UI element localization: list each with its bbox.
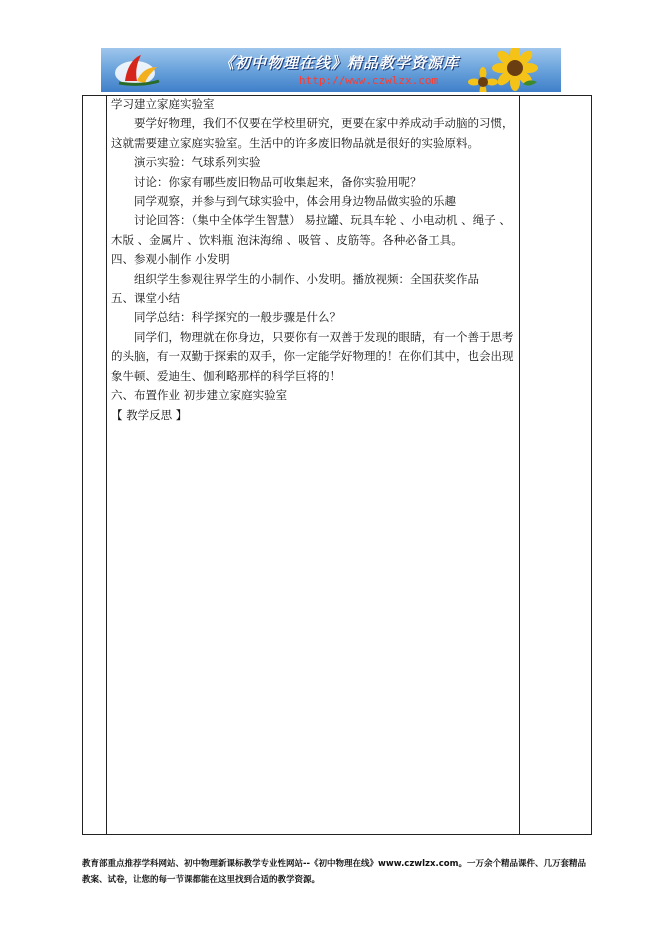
header-banner <box>101 48 561 92</box>
paragraph: 同学观察，并参与到气球实验中，体会用身边物品做实验的乐趣 <box>134 194 456 209</box>
table-column-divider <box>519 95 520 835</box>
banner-title: 《初中物理在线》精品教学资源库 <box>219 54 460 72</box>
lesson-content <box>111 95 516 425</box>
table-right-border <box>591 95 592 835</box>
section-heading: 学习建立家庭实验室 <box>111 97 215 111</box>
table-column-divider <box>106 95 107 835</box>
site-logo-icon <box>111 51 163 89</box>
reflection-heading: 【 教学反思 】 <box>111 407 188 422</box>
paragraph: 讨论：你家有哪些废旧物品可收集起来，备你实验用呢？ <box>134 174 422 189</box>
table-left-border <box>82 95 83 835</box>
table-bottom-border <box>82 834 591 835</box>
section-heading: 五、课堂小结 <box>111 291 180 306</box>
paragraph: 要学好物理，我们不仅要在学校里研究，更要在家中养成动手动脑的习惯，这就需要建立家庭实验室。生活中的许多废旧物品就是很好的实验原料。 <box>111 116 514 150</box>
section-heading: 六、布置作业 初步建立家庭实验室 <box>111 388 288 403</box>
paragraph: 同学们，物理就在你身边，只要你有一双善于发现的眼睛，有一个善于思考的头脑，有一双勤于探索的双手，你一定能学好物理的！在你们其中，也会出现象牛顿、爱迪生、伽利略那样的科学巨将的！ <box>111 329 514 383</box>
paragraph: 同学总结：科学探究的一般步骤是什么？ <box>134 310 341 325</box>
paragraph: 组织学生参观往界学生的小制作、小发明。播放视频：全国获奖作品 <box>134 271 479 286</box>
section-heading: 四、参观小制作 小发明 <box>111 252 230 267</box>
sunflower-icon <box>463 48 555 92</box>
banner-url[interactable]: http://www.czwlzx.com <box>299 74 439 87</box>
paragraph: 演示实验：气球系列实验 <box>134 155 261 170</box>
page-footer: 教育部重点推荐学科网站、初中物理新课标教学专业性网站--《初中物理在线》www.czwlzx.com。一万余个精品课件、几万套精品教案、试卷，让您的每一节课都能在这里找到合适的教学资源。 <box>82 859 586 885</box>
paragraph: 讨论回答：（集中全体学生智慧） 易拉罐、玩具车轮 、小电动机 、绳子 、木版 、金属片 、饮料瓶 泡沫海绵 、吸管 、皮筋等。各种必备工具。 <box>111 213 511 247</box>
